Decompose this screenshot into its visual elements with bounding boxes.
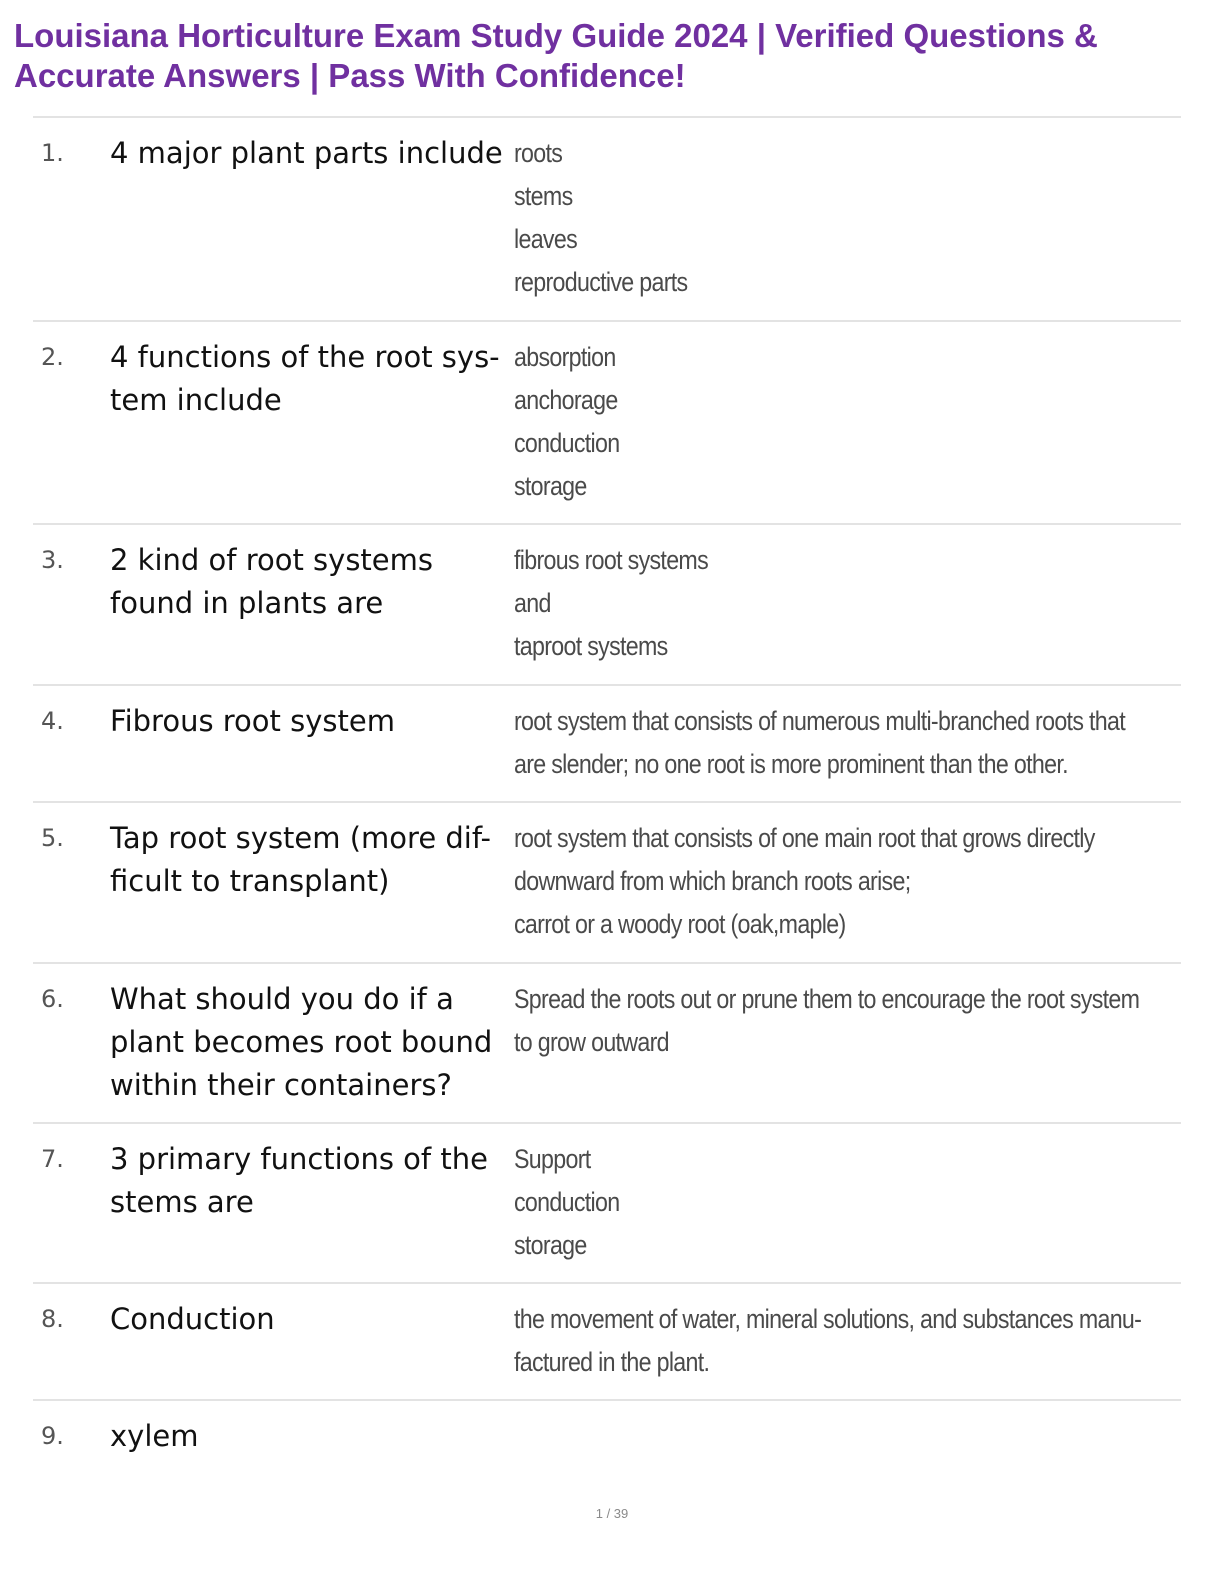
definition-line: conduction <box>514 1187 620 1217</box>
definition-line: are slender; no one root is more prominent than the other. <box>514 749 1068 779</box>
definition-line: downward from which branch roots arise; <box>514 866 911 896</box>
definition-line: reproductive parts <box>514 267 688 297</box>
card-number: 8. <box>41 1305 64 1333</box>
definition-line: absorption <box>514 342 616 372</box>
card-term: 4 major plant parts include <box>110 136 503 170</box>
definition-line: conduction <box>514 428 620 458</box>
card-definition <box>514 1138 1088 1268</box>
card-definition <box>514 978 1139 1108</box>
definition-line: stems <box>514 181 573 211</box>
definition-line: Spread the roots out or prune them to encourage the root system <box>514 984 1140 1014</box>
card-term: 3 primary functions of the stems are <box>110 1142 488 1219</box>
definition-line: root system that consists of one main root that grows directly <box>514 823 1095 853</box>
card-definition <box>514 817 1095 948</box>
card-definition <box>514 336 1088 509</box>
flashcard-row <box>33 801 1181 962</box>
card-term: Fibrous root system <box>110 704 395 738</box>
flashcard-row <box>33 523 1181 684</box>
definition-line: factured in the plant. <box>514 1347 710 1377</box>
card-term: 4 functions of the root sys- tem include <box>110 340 500 417</box>
card-number: 9. <box>41 1422 64 1450</box>
definition-line: storage <box>514 471 587 501</box>
flashcard-row <box>33 1399 1181 1479</box>
flashcard-row <box>33 1122 1181 1282</box>
card-definition <box>514 1298 1141 1385</box>
definition-line: to grow outward <box>514 1027 669 1057</box>
card-number: 3. <box>41 546 64 574</box>
flashcard-row <box>33 320 1181 523</box>
card-number: 4. <box>41 707 64 735</box>
definition-line: roots <box>514 138 563 168</box>
card-number: 7. <box>41 1145 64 1173</box>
card-definition <box>514 539 1088 670</box>
card-term: What should you do if a plant becomes root bound within their containers? <box>110 982 493 1102</box>
card-number: 6. <box>41 985 64 1013</box>
card-number: 2. <box>41 343 64 371</box>
definition-line: anchorage <box>514 385 618 415</box>
definition-line: storage <box>514 1230 587 1260</box>
card-number: 5. <box>41 824 64 852</box>
definition-line: taproot systems <box>514 631 668 661</box>
definition-line: the movement of water, mineral solutions, and substances manu- <box>514 1304 1142 1334</box>
document-title: Louisiana Horticulture Exam Study Guide 2024 | Verified Questions & Accurate Answers | Pass With Confidence! <box>14 17 1098 94</box>
page-indicator: 1 / 39 <box>595 1506 629 1521</box>
flashcard-row <box>33 684 1181 801</box>
flashcard-row <box>33 1282 1181 1399</box>
definition-line: root system that consists of numerous multi-branched roots that <box>514 706 1125 736</box>
definition-line: and <box>514 588 551 618</box>
card-definition <box>514 700 1125 787</box>
definition-line: fibrous root systems <box>514 545 708 575</box>
card-number: 1. <box>41 139 64 167</box>
card-definition <box>514 132 1088 306</box>
flashcard-list <box>33 116 1181 1479</box>
definition-line: carrot or a woody root (oak,maple) <box>514 909 846 939</box>
card-term: 2 kind of root systems found in plants are <box>110 543 434 620</box>
definition-line: leaves <box>514 224 577 254</box>
definition-line: Support <box>514 1144 591 1174</box>
card-term: Conduction <box>110 1302 275 1336</box>
card-definition <box>514 1415 1088 1465</box>
flashcard-row <box>33 962 1181 1122</box>
card-term: xylem <box>110 1419 199 1453</box>
flashcard-row <box>33 116 1181 320</box>
card-term: Tap root system (more dif- ficult to transplant) <box>110 821 491 898</box>
